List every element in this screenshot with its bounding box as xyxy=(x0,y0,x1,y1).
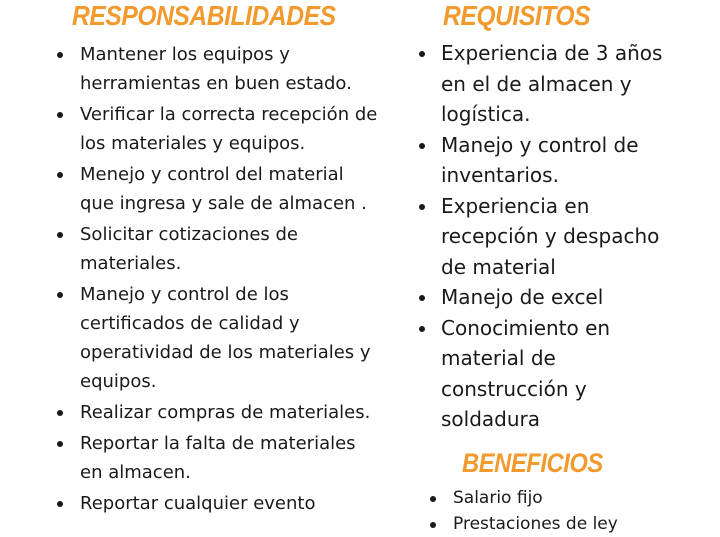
responsabilidades-heading: RESPONSABILIDADES xyxy=(72,0,336,31)
list-item: Prestaciones de ley xyxy=(453,511,673,537)
list-item: Salario fijo xyxy=(453,485,673,511)
list-item: Conocimiento en material de construcción y soldadura xyxy=(441,313,681,435)
requisitos-list xyxy=(441,38,681,435)
list-item: Manejo de excel xyxy=(441,282,681,313)
list-item: Solicitar cotizaciones de materiales. xyxy=(80,220,380,278)
list-item: Menejo y control del material que ingresa y sale de almacen . xyxy=(80,160,380,218)
list-item: Reportar cualquier evento xyxy=(80,489,380,518)
list-item: Experiencia de 3 años en el de almacen y logística. xyxy=(441,38,681,130)
list-item: Realizar compras de materiales. xyxy=(80,398,380,427)
list-item: Verificar la correcta recepción de los materiales y equipos. xyxy=(80,100,380,158)
list-item: Manejo y control de inventarios. xyxy=(441,130,681,191)
list-item: Manejo y control de los certificados de calidad y operatividad de los materiales y equipos. xyxy=(80,280,380,396)
responsabilidades-list xyxy=(80,40,380,520)
requisitos-heading: REQUISITOS xyxy=(443,0,591,31)
beneficios-list xyxy=(453,485,673,537)
list-item: Mantener los equipos y herramientas en buen estado. xyxy=(80,40,380,98)
list-item: Experiencia en recepción y despacho de material xyxy=(441,191,681,283)
beneficios-heading: BENEFICIOS xyxy=(462,448,603,478)
list-item: Reportar la falta de materiales en almacen. xyxy=(80,429,380,487)
